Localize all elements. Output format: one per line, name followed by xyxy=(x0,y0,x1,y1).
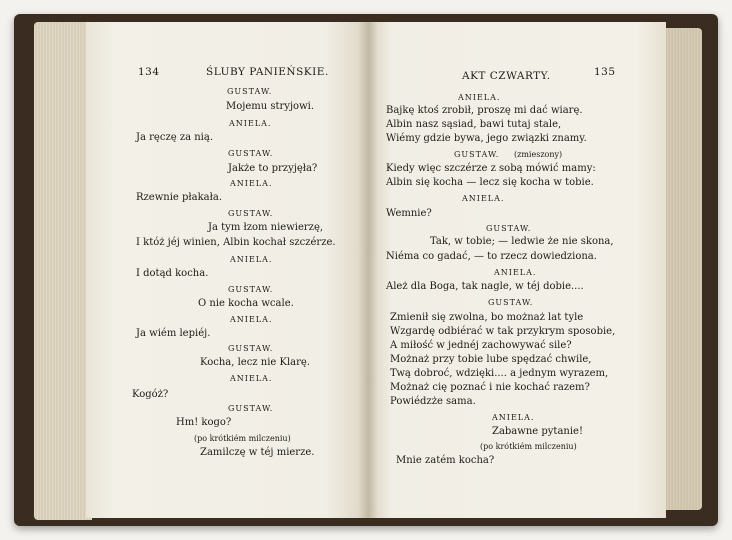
verse-line: Kocha, lecz nie Klarę. xyxy=(200,357,310,368)
book-gutter xyxy=(358,22,378,518)
speaker-name: ANIELA. xyxy=(229,119,272,128)
stage-direction: (po krótkiém milczeniu) xyxy=(480,442,577,451)
verse-line: Mnie zatém kocha? xyxy=(396,455,495,466)
verse-line: Bajkę ktoś zrobił, proszę mi dać wiarę. xyxy=(386,105,583,116)
left-running-head: ŚLUBY PANIEŃSKIE. xyxy=(206,66,329,78)
speaker-name: GUSTAW. xyxy=(227,87,273,96)
verse-line: O nie kocha wcale. xyxy=(198,298,294,309)
verse-line: I któż jéj winien, Albin kochał szczérze. xyxy=(136,237,336,248)
verse-line: Hm! kogo? xyxy=(176,417,232,428)
stage-direction: (po krótkiém milczeniu) xyxy=(194,434,291,443)
verse-line: Albin nasz sąsiad, bawi tutaj stale, xyxy=(386,119,562,130)
speaker-name: GUSTAW. xyxy=(488,298,534,307)
verse-line: Kiedy więc szczérze z sobą mówić mamy: xyxy=(386,163,596,174)
speaker-name: GUSTAW. xyxy=(228,209,274,218)
verse-line: Niéma co gadać, — to rzecz dowiedziona. xyxy=(386,251,597,262)
speaker-name: GUSTAW. xyxy=(228,404,274,413)
speaker-name: ANIELA. xyxy=(492,413,535,422)
verse-line: Tak, w tobie; — ledwie że nie skona, xyxy=(430,236,614,247)
verse-line: Możnaż cię poznać i nie kochać razem? xyxy=(390,382,590,393)
speaker-name: ANIELA. xyxy=(458,93,501,102)
verse-line: Mojemu stryjowi. xyxy=(226,101,315,112)
verse-line: Wiémy gdzie bywa, jego związki znamy. xyxy=(386,133,587,144)
verse-line: Zamilczę w téj mierze. xyxy=(200,447,315,458)
verse-line: Albin się kocha — lecz się kocha w tobie. xyxy=(386,177,594,188)
verse-line: Rzewnie płakała. xyxy=(136,192,223,203)
speaker-name: GUSTAW. xyxy=(228,149,274,158)
right-page xyxy=(368,22,666,518)
verse-line: Wzgardę odbiérać w tak przykrym sposobie, xyxy=(390,326,616,337)
verse-line: Powiédzże sama. xyxy=(390,396,476,407)
verse-line: Ja tym łzom niewierzę, xyxy=(208,222,324,233)
verse-line: I dotąd kocha. xyxy=(136,268,209,279)
speaker-name: ANIELA. xyxy=(230,179,273,188)
speaker-name: GUSTAW. xyxy=(228,344,274,353)
verse-line: Kogóż? xyxy=(132,389,169,400)
stage-direction: (zmieszony) xyxy=(514,150,563,159)
speaker-name: GUSTAW. xyxy=(228,285,274,294)
left-page xyxy=(86,22,368,518)
verse-line: Zmienił się zwolna, bo możnaż lat tyle xyxy=(390,312,584,323)
verse-line: A miłość w jednéj zachowywać sile? xyxy=(390,340,572,351)
speaker-name: GUSTAW. xyxy=(486,224,532,233)
verse-line: Wemnie? xyxy=(386,208,432,219)
speaker-name: ANIELA. xyxy=(230,374,273,383)
left-page-edges xyxy=(34,22,92,520)
right-running-head: AKT CZWARTY. xyxy=(462,70,551,82)
speaker-name: ANIELA. xyxy=(494,268,537,277)
speaker-name: ANIELA. xyxy=(462,194,505,203)
verse-line: Możnaż przy tobie lube spędzać chwile, xyxy=(390,354,592,365)
right-page-edges xyxy=(664,28,702,510)
right-page-number: 135 xyxy=(594,66,616,78)
left-page-number: 134 xyxy=(138,66,160,78)
verse-line: Ależ dla Boga, tak nagle, w téj dobie.... xyxy=(386,281,584,292)
speaker-name: ANIELA. xyxy=(230,315,273,324)
verse-line: Jakże to przyjęła? xyxy=(228,163,318,174)
verse-line: Ja wiém lepiéj. xyxy=(136,328,211,339)
verse-line: Ja ręczę za nią. xyxy=(136,132,214,143)
verse-line: Zabawne pytanie! xyxy=(492,426,583,437)
verse-line: Twą dobroć, wdzięki.... a jednym wyrazem, xyxy=(390,368,609,379)
speaker-name: ANIELA. xyxy=(230,255,273,264)
speaker-name: GUSTAW. xyxy=(454,150,500,159)
